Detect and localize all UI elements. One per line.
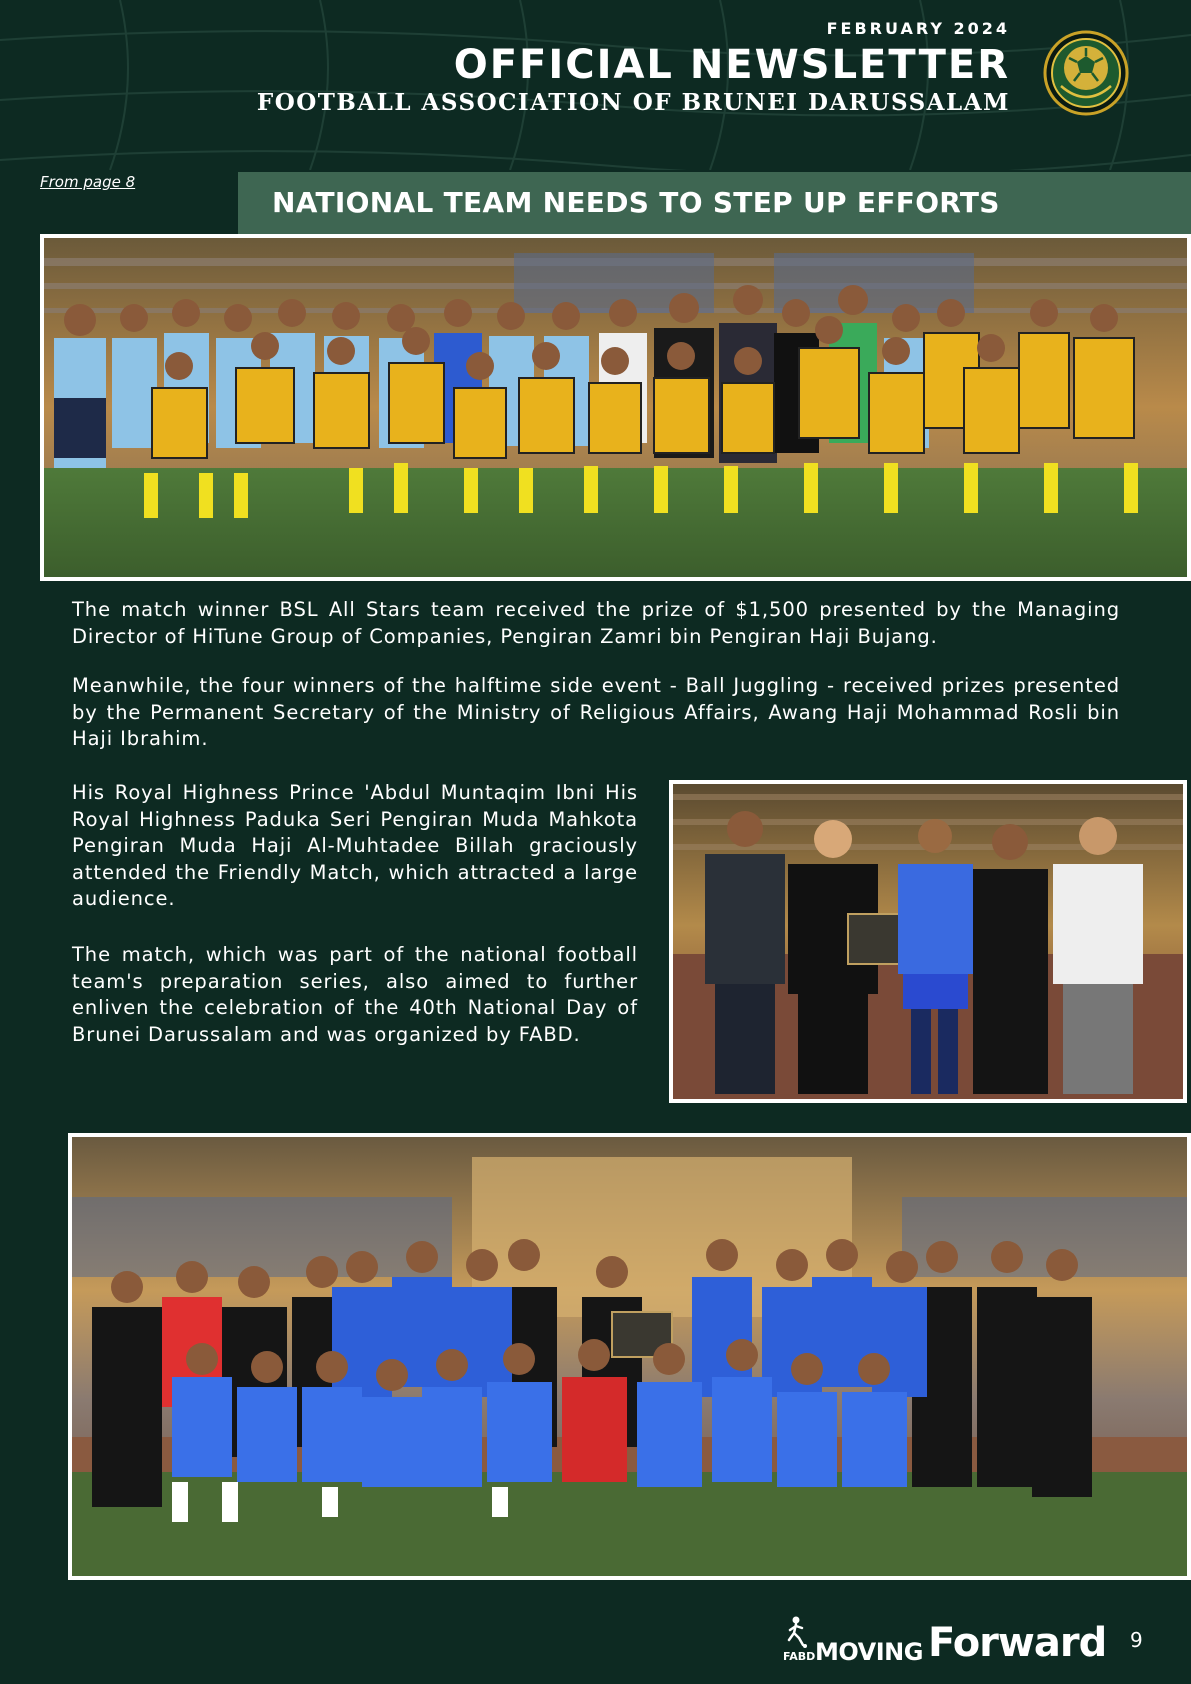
page-number: 9 xyxy=(1130,1628,1143,1652)
from-page-link[interactable]: From page 8 xyxy=(40,173,136,191)
paragraph-match-purpose: The match, which was part of the national football team's preparation series, also aimed to further enliven the celebration of the 40th National Day of Brunei Darussalam and was organized by FABD. xyxy=(72,943,638,1046)
player-kicking-icon xyxy=(785,1616,807,1648)
paragraph-prize: The match winner BSL All Stars team received the prize of $1,500 presented by the Managing Director of HiTune Group of Companies, Pengiran Zamri bin Pengiran Haji Bujang. xyxy=(72,598,1120,648)
paragraph-royal-attendance: His Royal Highness Prince 'Abdul Muntaqim Ibni His Royal Highness Paduka Seri Pengiran Muda Mahkota Pengiran Muda Haji Al-Muhtadee Billah graciously attended the Friendly Match, which attracted a large audience. xyxy=(72,781,638,910)
fabd-crest-logo-icon xyxy=(1043,28,1129,118)
newsletter-subtitle: FOOTBALL ASSOCIATION OF BRUNEI DARUSSALAM xyxy=(256,89,1010,116)
footer-brand-moving: MOVING xyxy=(815,1638,923,1666)
newsletter-title: OFFICIAL NEWSLETTER xyxy=(453,42,1010,88)
footer-brand xyxy=(783,1614,1107,1666)
team-photo-yellow-kits xyxy=(40,234,1191,581)
prize-presentation-photo xyxy=(669,780,1187,1103)
newsletter-date: FEBRUARY 2024 xyxy=(826,19,1010,38)
team-photo-blue-kits xyxy=(68,1133,1191,1580)
paragraph-halftime: Meanwhile, the four winners of the halftime side event - Ball Juggling - received prizes presented by the Permanent Secretary of the Ministry of Religious Affairs, Awang Haji Mohammad Rosli bin Haji Ibrahim. xyxy=(72,674,1120,750)
section-title: NATIONAL TEAM NEEDS TO STEP UP EFFORTS xyxy=(272,186,1000,219)
footer-brand-forward: Forward xyxy=(928,1620,1107,1666)
footer-brand-fabd: FABD xyxy=(783,1650,816,1663)
